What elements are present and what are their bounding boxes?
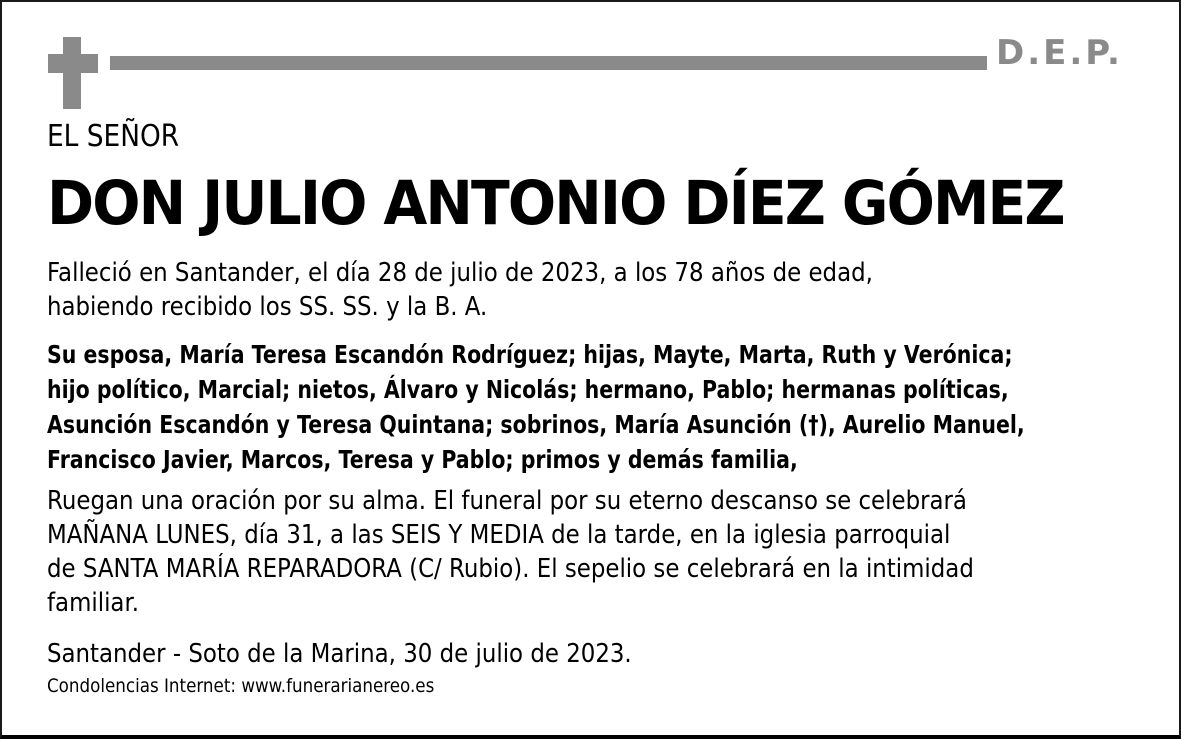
death-notice-line: habiendo recibido los SS. SS. y la B. A. <box>47 292 488 322</box>
funeral-line: Ruegan una oración por su alma. El funeral por su eterno descanso se celebrará <box>47 486 967 516</box>
deceased-name: DON JULIO ANTONIO DÍEZ GÓMEZ <box>47 168 1064 239</box>
family-list <box>47 337 1025 477</box>
cross-vertical-bar <box>63 37 81 109</box>
death-notice-line: Falleció en Santander, el día 28 de julio de 2023, a los 78 años de edad, <box>47 258 873 288</box>
funeral-details <box>47 484 974 620</box>
dep-label: D.E.P. <box>996 33 1123 73</box>
family-line: Francisco Javier, Marcos, Teresa y Pablo; primos y demás familia, <box>47 445 798 474</box>
funeral-line: familiar. <box>47 588 140 618</box>
family-line: Su esposa, María Teresa Escandón Rodríguez; hijas, Mayte, Marta, Ruth y Verónica; <box>47 340 1013 369</box>
death-notice <box>47 256 873 324</box>
header-rule <box>110 56 987 70</box>
funeral-line: de SANTA MARÍA REPARADORA (C/ Rubio). El sepelio se celebrará en la intimidad <box>47 554 974 584</box>
funeral-line: MAÑANA LUNES, día 31, a las SEIS Y MEDIA de la tarde, en la iglesia parroquial <box>47 520 951 550</box>
family-line: hijo político, Marcial; nietos, Álvaro y Nicolás; hermano, Pablo; hermanas políticas, <box>47 375 1009 404</box>
family-line: Asunción Escandón y Teresa Quintana; sobrinos, María Asunción (†), Aurelio Manuel, <box>47 410 1025 439</box>
cross-horizontal-bar <box>48 54 98 73</box>
title-prefix: EL SEÑOR <box>47 119 180 154</box>
condolences-link[interactable]: Condolencias Internet: www.funerarianereo.es <box>47 675 435 697</box>
place-date: Santander - Soto de la Marina, 30 de julio de 2023. <box>47 639 632 669</box>
